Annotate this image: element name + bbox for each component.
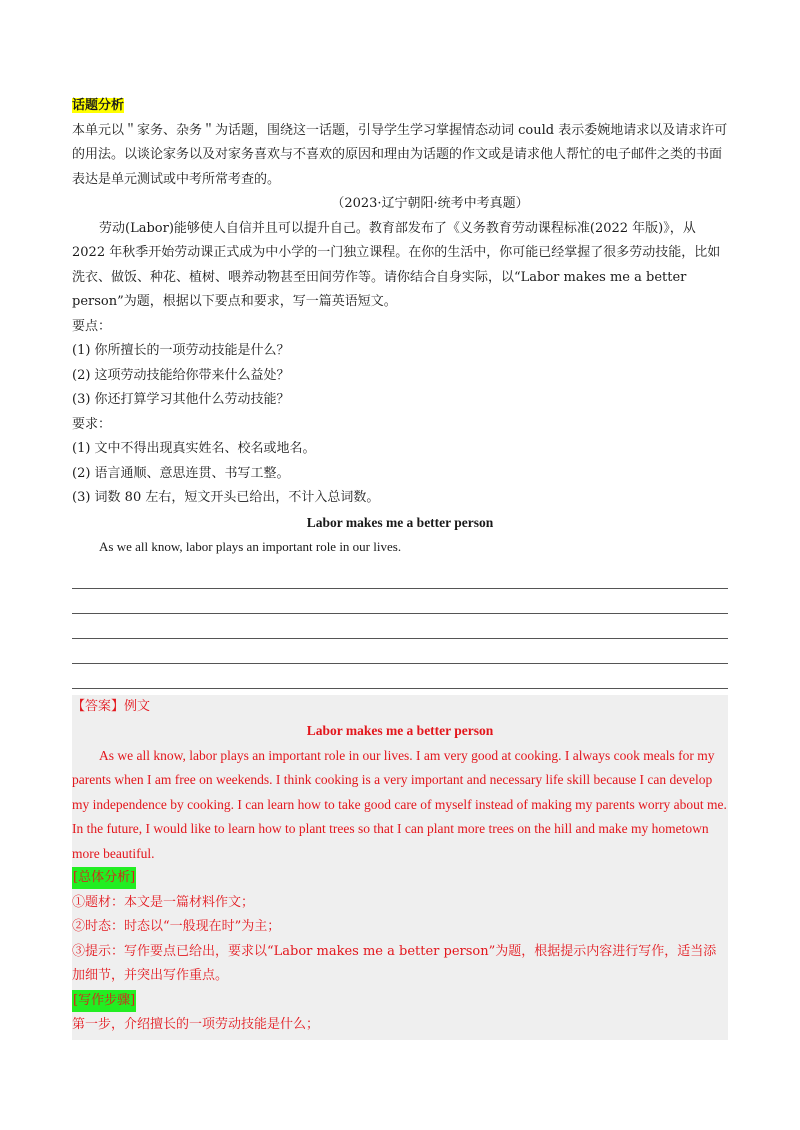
requirements-label: 要求： [72, 416, 112, 432]
document-page [72, 94, 728, 1040]
analysis-tag-row [72, 866, 728, 891]
requirement-item: (1) 文中不得出现真实姓名、校名或地名。 [72, 441, 316, 456]
writing-line[interactable] [72, 614, 728, 639]
requirement-item: (2) 语言通顺、意思连贯、书写工整。 [72, 465, 290, 481]
answer-title: Labor makes me a better person [306, 723, 494, 738]
point-item: (1) 你所擅长的一项劳动技能是什么？ [72, 343, 290, 358]
analysis-item: ③提示：写作要点已给出，要求以“Labor makes me a better person”为题，根据提示内容进行写作，适当添加细节，并突出写作重点。 [72, 943, 717, 983]
writing-line[interactable] [72, 664, 728, 689]
writing-line[interactable] [72, 589, 728, 614]
writing-line[interactable] [72, 639, 728, 664]
step-item: 第一步，介绍擅长的一项劳动技能是什么； [72, 1017, 320, 1032]
writing-line[interactable] [72, 564, 728, 589]
source-line: （2023·辽宁朝阳·统考中考真题） [331, 196, 529, 211]
essay-start: As we all know, labor plays an important role in our lives. [99, 539, 402, 554]
answer-body: As we all know, labor plays an important role in our lives. I am very good at cooking. I always cook meals for my parents when I am free on weekends. I think cooking is a very important and necessary life skill because I can develop my independence by cooking. I can learn how to take good care of myself instead of making my parents worry about me. In the future, I would like to learn how to plant trees so that I can plant more trees on the hill and make my hometown more beautiful. [72, 747, 727, 861]
writing-lines [72, 564, 728, 689]
steps-tag-row [72, 989, 728, 1014]
analysis-item: ②时态：时态以“一般现在时”为主； [72, 919, 281, 934]
requirement-item: (3) 词数 80 左右，短文开头已给出，不计入总词数。 [72, 490, 380, 505]
essay-title: Labor makes me a better person [306, 514, 494, 530]
prompt-paragraph: 劳动(Labor)能够使人自信并且可以提升自己。教育部发布了《义务教育劳动课程标准(2022 年版)》，从 2022 年秋季开始劳动课正式成为中小学的一门独立课程。在你的生活中，你可能已经掌握了很多劳动技能，比如洗衣、做饭、种花、植树、喂养动物甚至田间劳作等。请你结合自身实际，以“Labor makes me a better person”为题，根据以下要点和要求，写一篇英语短文。 [72, 220, 721, 309]
topic-heading-row [72, 94, 728, 119]
steps-tag: [写作步骤] [72, 990, 136, 1012]
intro-paragraph: 本单元以＂家务、杂务＂为话题，围绕这一话题，引导学生学习掌握情态动词 could 表示委婉地请求以及请求许可的用法。以谈论家务以及对家务喜欢与不喜欢的原因和理由为话题的作文或是请求他人帮忙的电子邮件之类的书面表达是单元测试或中考所常考查的。 [72, 122, 728, 187]
analysis-tag: [总体分析] [72, 867, 136, 889]
topic-heading: 话题分析 [72, 98, 125, 113]
point-item: (2) 这项劳动技能给你带来什么益处？ [72, 367, 290, 383]
analysis-item: ①题材：本文是一篇材料作文； [72, 894, 255, 910]
points-label: 要点： [72, 318, 112, 334]
point-item: (3) 你还打算学习其他什么劳动技能？ [72, 392, 290, 407]
answer-label: 【答案】例文 [72, 698, 151, 714]
answer-section [72, 695, 728, 1040]
